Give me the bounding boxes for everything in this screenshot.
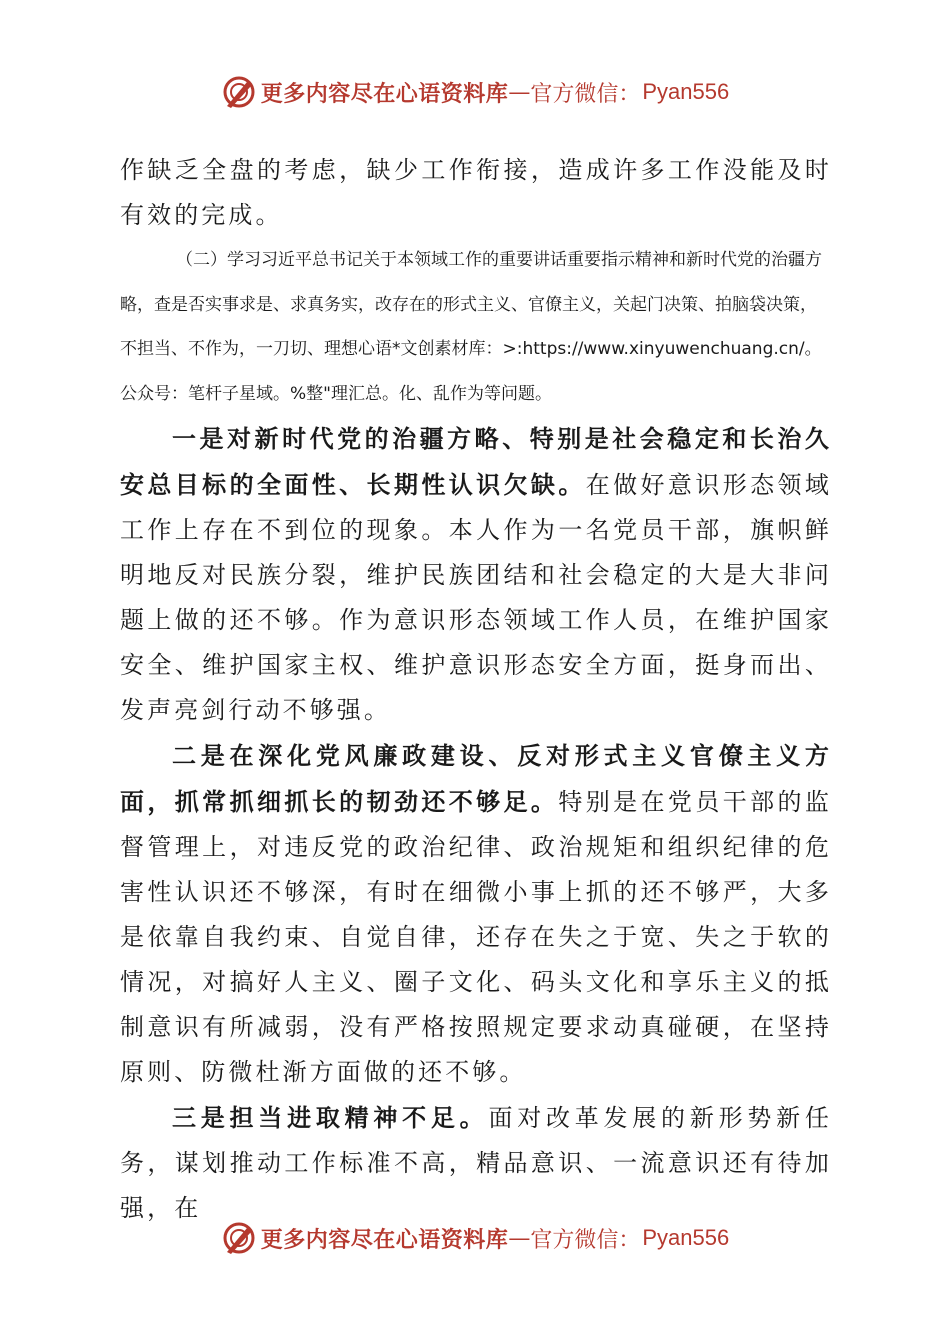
pen-seal-icon bbox=[221, 1220, 257, 1256]
point-2-title: 二是在深化党风廉政建设、反对形式主义官僚主义方面，抓常抓细抓长的韧劲还不够足。 bbox=[120, 741, 832, 816]
footer-banner bbox=[0, 1218, 950, 1258]
header-text: 更多内容尽在心语资料库 bbox=[260, 80, 509, 107]
point-1-title: 一是对新时代党的治疆方略、特别是社会稳定和长治久安总目标的全面性、长期性认识欠缺。 bbox=[120, 424, 832, 499]
paragraph-point-3 bbox=[120, 1095, 832, 1231]
header-separator: — bbox=[508, 79, 531, 105]
point-3-body: 面对改革发展的新形势新任务，谋划推动工作标准不高，精品意识、一流意识还有待加强，在 bbox=[120, 1104, 832, 1222]
header-wechat-label: 官方微信： bbox=[530, 81, 641, 107]
header-banner bbox=[0, 72, 950, 112]
footer-separator: — bbox=[508, 1225, 531, 1251]
footer-text: 更多内容尽在心语资料库 bbox=[260, 1226, 509, 1253]
paragraph-point-1 bbox=[120, 416, 832, 733]
pen-seal-icon bbox=[221, 74, 257, 110]
document-body bbox=[120, 148, 832, 1231]
footer-wechat-id: Pyan556 bbox=[642, 1225, 730, 1250]
point-3-title: 三是担当进取精神不足。 bbox=[172, 1103, 489, 1132]
section-heading-2: （二）学习习近平总书记关于本领域工作的重要讲话重要指示精神和新时代党的治疆方略，查是否实事求是、求真务实，改存在的形式主义、官僚主义，关起门决策、拍脑袋决策，不担当、不作为，一刀切、理想心语*文创素材库：>:https://www.xinyuwenchuang.cn/。公众号：笔杆子星域。%整"理汇总。化、乱作为等问题。 bbox=[120, 250, 822, 404]
paragraph-point-2 bbox=[120, 733, 832, 1095]
point-1-body: 在做好意识形态领域工作上存在不到位的现象。本人作为一名党员干部，旗帜鲜明地反对民族分裂，维护民族团结和社会稳定的大是大非问题上做的还不够。作为意识形态领域工作人员，在维护国家安全、维护国家主权、维护意识形态安全方面，挺身而出、发声亮剑行动不够强。 bbox=[120, 471, 832, 724]
paragraph-continuation: 作缺乏全盘的考虑，缺少工作衔接，造成许多工作没能及时有效的完成。 bbox=[120, 156, 832, 229]
footer-wechat-label: 官方微信： bbox=[530, 1227, 641, 1253]
point-2-body: 特别是在党员干部的监督管理上，对违反党的政治纪律、政治规矩和组织纪律的危害性认识还不够深，有时在细微小事上抓的还不够严，大多是依靠自我约束、自觉自律，还存在失之于宽、失之于软的情况，对搞好人主义、圈子文化、码头文化和享乐主义的抵制意识有所减弱，没有严格按照规定要求动真碰硬，在坚持原则、防微杜渐方面做的还不够。 bbox=[120, 788, 833, 1086]
header-wechat-id: Pyan556 bbox=[642, 79, 730, 104]
